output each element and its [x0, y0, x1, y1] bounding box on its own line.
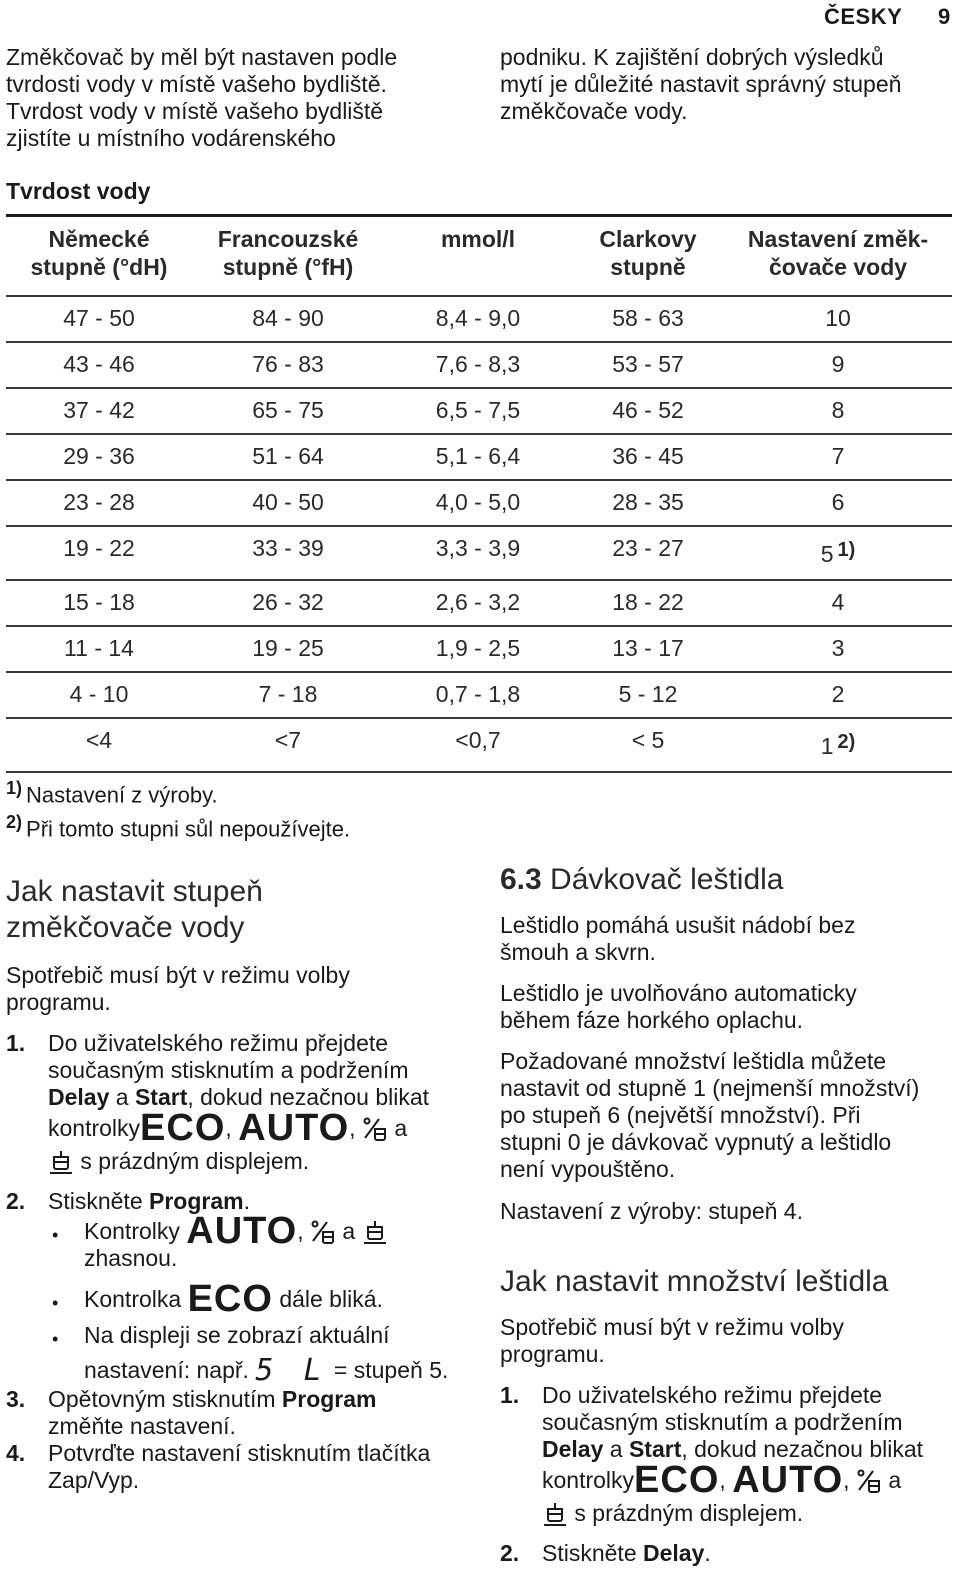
rinse-aid-factory-setting: Nastavení z výroby: stupeň 4.	[500, 1198, 803, 1224]
table-cell: < 5	[631, 727, 665, 753]
rinse-aid-para-2: Leštidlo je uvolňováno automaticky během fáze horkého oplachu.	[500, 980, 857, 1033]
table-cell: 3,3 - 3,9	[435, 535, 521, 561]
table-cell: 8	[831, 397, 845, 423]
table-cell: 28 - 35	[612, 489, 684, 515]
page-number: 9	[938, 4, 951, 29]
table-cell: 4	[831, 589, 845, 615]
eco-indicator-icon: ECO	[187, 1278, 273, 1320]
salt-indicator-icon	[362, 1219, 388, 1245]
table-cell: 5,1 - 6,4	[435, 443, 521, 469]
water-hardness-table	[6, 214, 952, 773]
table-row	[6, 671, 952, 717]
table-cell: 2,6 - 3,2	[435, 589, 521, 615]
intro-line: tvrdosti vody v místě vašeho bydliště.	[6, 71, 387, 97]
table-cell: 4,0 - 5,0	[435, 489, 521, 515]
auto-indicator-icon: AUTO	[186, 1210, 298, 1252]
table-row	[6, 295, 952, 341]
table-cell: 53 - 57	[612, 351, 684, 377]
intro-line: Tvrdost vody v místě vašeho bydliště	[6, 98, 384, 124]
rinse-aid-intro: Spotřebič musí být v režimu volby programu.	[500, 1314, 844, 1367]
table-cell: 9	[831, 351, 845, 377]
table-cell: 84 - 90	[252, 305, 324, 331]
intro-left-text	[6, 44, 476, 152]
table-cell: 5 1)	[820, 539, 856, 567]
table-cell: 36 - 45	[612, 443, 684, 469]
table-cell: <7	[274, 727, 302, 753]
header-mmol: mmol/l	[440, 226, 516, 252]
rinse-aid-indicator-icon	[310, 1219, 336, 1245]
table-header-row	[6, 214, 952, 295]
intro-right-text	[500, 44, 950, 125]
softener-intro: Spotřebič musí být v režimu volby programu.	[6, 962, 350, 1015]
table-cell: 58 - 63	[612, 305, 684, 331]
table-cell: 51 - 64	[252, 443, 324, 469]
header-german-degrees: Německé stupně (°dH)	[30, 226, 168, 280]
table-cell: 19 - 25	[252, 635, 324, 661]
table-row	[6, 625, 952, 671]
eco-indicator-icon: ECO	[140, 1107, 226, 1149]
table-row	[6, 525, 952, 579]
table-cell: <0,7	[455, 727, 501, 753]
language-label: ČESKY	[824, 4, 903, 29]
intro-line: zjistíte u místního vodárenského	[6, 125, 336, 151]
header-clark-degrees: Clarkovy stupně	[599, 226, 697, 280]
table-row	[6, 479, 952, 525]
table-cell: 40 - 50	[252, 489, 324, 515]
footnote-marker: 2)	[837, 731, 856, 753]
table-row	[6, 433, 952, 479]
salt-indicator-icon	[48, 1149, 74, 1175]
table-cell: <4	[85, 727, 113, 753]
table-cell: 3	[831, 635, 845, 661]
table-row	[6, 341, 952, 387]
table-cell: 29 - 36	[63, 443, 135, 469]
table-row	[6, 579, 952, 625]
eco-indicator-icon: ECO	[634, 1459, 720, 1501]
footnote-1: $^{1)}$ Nastavení z výroby.	[6, 778, 218, 808]
table-cell: 15 - 18	[63, 589, 135, 615]
table-cell: 11 - 14	[64, 635, 134, 661]
table-cell: 65 - 75	[252, 397, 324, 423]
table-cell: 2	[831, 681, 845, 707]
intro-line: mytí je důležité nastavit správný stupeň	[500, 71, 902, 97]
rinse-aid-para-3: Požadované množství leštidla můžete nastavit od stupně 1 (nejmenší množství) po stupeň 6 (největší množství). Při stupni 0 je dávkovač vypnutý a leštidlo není vypouštěno.	[500, 1048, 920, 1182]
table-cell: 1,9 - 2,5	[435, 635, 521, 661]
display-readout: 5 L	[255, 1353, 328, 1388]
table-cell: 43 - 46	[63, 351, 135, 377]
rinse-aid-indicator-icon	[362, 1116, 388, 1142]
salt-indicator-icon	[542, 1501, 568, 1527]
intro-line: podniku. K zajištění dobrých výsledků	[500, 44, 884, 70]
table-cell: 13 - 17	[612, 635, 684, 661]
footnote-2: $^{2)}$ Při tomto stupni sůl nepoužívejte.	[6, 812, 351, 842]
table-cell: 37 - 42	[63, 397, 135, 423]
table-cell: 19 - 22	[63, 535, 135, 561]
rinse-aid-para-1: Leštidlo pomáhá usušit nádobí bez šmouh a skvrn.	[500, 912, 856, 965]
footnote-marker: 1)	[837, 539, 856, 561]
table-cell: 7	[831, 443, 845, 469]
section-heading-rinse-aid-setting: Jak nastavit množství leštidla	[500, 1265, 889, 1298]
table-title: Tvrdost vody	[6, 178, 151, 204]
table-cell: 7 - 18	[258, 681, 318, 707]
table-cell: 23 - 28	[63, 489, 135, 515]
auto-indicator-icon: AUTO	[238, 1107, 350, 1149]
table-cell: 46 - 52	[612, 397, 684, 423]
table-cell: 0,7 - 1,8	[435, 681, 521, 707]
table-cell: 8,4 - 9,0	[435, 305, 521, 331]
table-cell: 23 - 27	[612, 535, 684, 561]
table-cell: 1 2)	[820, 731, 856, 759]
section-heading-rinse-aid: 6.3 Dávkovač leštidla	[500, 863, 784, 896]
table-cell: 4 - 10	[69, 681, 129, 707]
table-cell: 6	[831, 489, 845, 515]
table-cell: 26 - 32	[252, 589, 324, 615]
header-softener-setting: Nastavení změk- čovače vody	[747, 226, 929, 280]
table-cell: 47 - 50	[63, 305, 135, 331]
section-heading-softener: Jak nastavit stupeň změkčovače vody	[6, 875, 263, 944]
table-cell: 76 - 83	[252, 351, 324, 377]
table-cell: 5 - 12	[618, 681, 678, 707]
table-row	[6, 717, 952, 773]
intro-line: Změkčovač by měl být nastaven podle	[6, 44, 398, 70]
header-french-degrees: Francouzské stupně (°fH)	[217, 226, 359, 280]
table-cell: 6,5 - 7,5	[435, 397, 521, 423]
auto-indicator-icon: AUTO	[732, 1459, 844, 1501]
table-cell: 33 - 39	[252, 535, 324, 561]
rinse-aid-indicator-icon	[856, 1468, 882, 1494]
table-cell: 7,6 - 8,3	[435, 351, 521, 377]
intro-line: změkčovače vody.	[500, 98, 688, 124]
table-cell: 18 - 22	[612, 589, 684, 615]
table-row	[6, 387, 952, 433]
table-cell: 10	[825, 305, 851, 331]
